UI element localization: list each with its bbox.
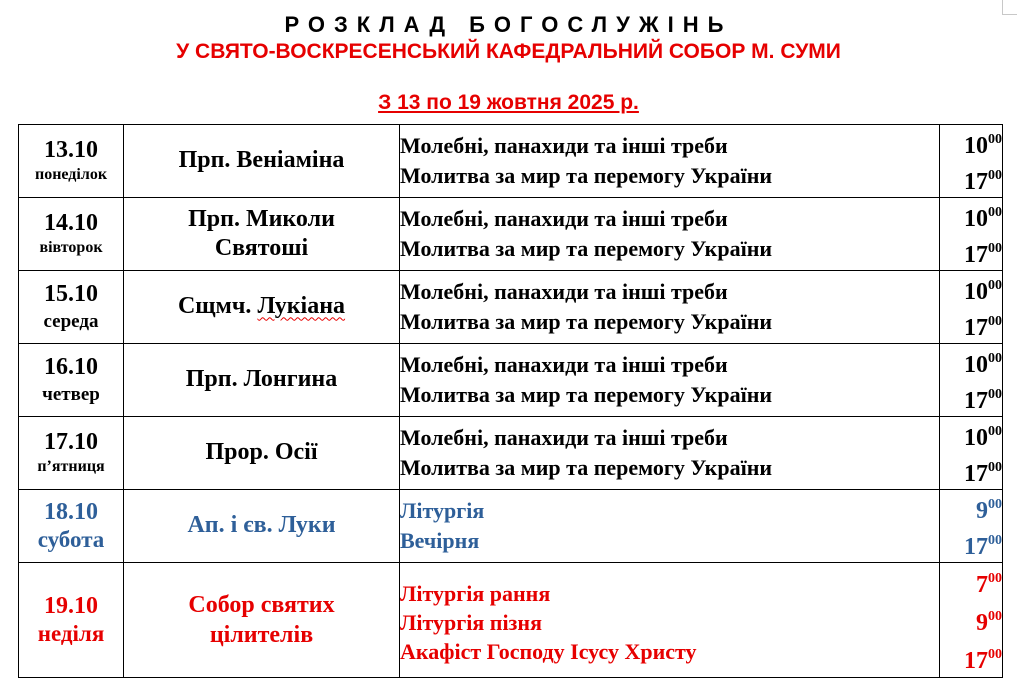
saint-cell	[124, 563, 400, 678]
services-cell	[400, 344, 940, 417]
saint-name-line: цілителів	[209, 622, 314, 648]
saint-name-word: Лукіана	[257, 293, 346, 320]
table-row	[19, 271, 1003, 344]
date-number: 15.10	[44, 281, 98, 308]
date-cell	[19, 563, 124, 678]
date-number: 18.10	[44, 499, 98, 526]
service-time: $9^{00}$	[976, 497, 1002, 524]
services-cell	[400, 198, 940, 271]
service-item: Молебні, панахиди та інші треби	[400, 352, 728, 377]
services-cell	[400, 563, 940, 678]
service-item: Молебні, панахиди та інші треби	[400, 206, 728, 231]
service-item: Молитва за мир та перемогу України	[400, 382, 773, 407]
service-item: Літургія пізня	[400, 609, 542, 635]
schedule-table	[18, 124, 1003, 678]
service-time: $9^{00}$	[976, 609, 1002, 636]
service-time: $10^{00}$	[964, 424, 1002, 451]
service-time: $10^{00}$	[964, 278, 1002, 305]
service-item: Молитва за мир та перемогу України	[400, 455, 773, 480]
saint-name-line: Собор святих	[188, 592, 335, 618]
weekday-label: понеділок	[34, 166, 108, 184]
service-item: Молитва за мир та перемогу України	[400, 236, 773, 261]
service-time: $10^{00}$	[964, 132, 1002, 159]
services-cell	[400, 271, 940, 344]
weekday-label: п’ятниця	[37, 458, 105, 476]
date-number: 14.10	[44, 210, 98, 236]
times-cell	[940, 125, 1003, 198]
times-cell	[940, 417, 1003, 490]
table-row	[19, 125, 1003, 198]
schedule-title: РОЗКЛАД БОГОСЛУЖІНЬ	[284, 12, 733, 37]
table-row	[19, 490, 1003, 563]
times-cell	[940, 563, 1003, 678]
weekday-label: субота	[37, 526, 105, 552]
service-item: Молебні, панахиди та інші треби	[400, 425, 728, 450]
service-item: Молебні, панахиди та інші треби	[400, 279, 728, 304]
saint-cell	[124, 198, 400, 271]
date-cell	[19, 490, 124, 563]
services-cell	[400, 125, 940, 198]
service-item: Молебні, панахиди та інші треби	[400, 133, 728, 158]
date-cell	[19, 125, 124, 198]
saint-cell	[124, 490, 400, 563]
weekday-label: четвер	[42, 383, 100, 405]
service-item: Літургія рання	[400, 580, 551, 606]
times-cell	[940, 198, 1003, 271]
saint-name: Ап. і єв. Луки	[187, 512, 336, 539]
weekday-label: вівторок	[39, 239, 103, 257]
service-item: Акафіст Господу Ісусу Христу	[400, 638, 697, 664]
service-time: $17^{00}$	[964, 387, 1002, 414]
service-item: Молитва за мир та перемогу України	[400, 163, 773, 188]
times-cell	[940, 271, 1003, 344]
table-row	[19, 198, 1003, 271]
date-cell	[19, 198, 124, 271]
date-cell	[19, 417, 124, 490]
date-number: 17.10	[44, 429, 98, 455]
saint-name: Прп. Веніаміна	[178, 147, 345, 174]
date-number: 13.10	[44, 137, 98, 163]
date-cell	[19, 344, 124, 417]
saint-cell	[124, 271, 400, 344]
weekday-label: неділя	[37, 620, 105, 646]
service-time: $17^{00}$	[964, 241, 1002, 268]
date-number: 16.10	[44, 354, 98, 381]
services-cell	[400, 490, 940, 563]
service-time: $10^{00}$	[964, 351, 1002, 378]
table-row	[19, 344, 1003, 417]
date-cell	[19, 271, 124, 344]
service-time: $17^{00}$	[964, 314, 1002, 341]
weekday-label: середа	[43, 310, 99, 332]
cathedral-subtitle: У СВЯТО-ВОСКРЕСЕНСЬКИЙ КАФЕДРАЛЬНИЙ СОБОР М. СУМИ	[176, 40, 841, 63]
times-cell	[940, 344, 1003, 417]
service-item: Вечірня	[400, 528, 480, 553]
date-number: 19.10	[44, 593, 98, 620]
services-cell	[400, 417, 940, 490]
service-time: $17^{00}$	[964, 168, 1002, 195]
saint-cell	[124, 417, 400, 490]
service-time: $17^{00}$	[964, 533, 1002, 560]
service-item: Молитва за мир та перемогу України	[400, 309, 773, 334]
saint-name-line: Святоші	[214, 235, 309, 261]
saint-name: Прор. Осії	[205, 439, 318, 466]
saint-cell	[124, 344, 400, 417]
date-range: З 13 по 19 жовтня 2025 р.	[378, 91, 639, 114]
service-time: $17^{00}$	[964, 647, 1002, 674]
times-cell	[940, 490, 1003, 563]
table-row	[19, 563, 1003, 678]
service-time: $17^{00}$	[964, 460, 1002, 487]
service-time: $7^{00}$	[976, 571, 1002, 598]
table-row	[19, 417, 1003, 490]
service-item: Літургія	[400, 498, 485, 523]
saint-cell	[124, 125, 400, 198]
saint-name-line: Прп. Миколи	[188, 206, 335, 233]
service-time: $10^{00}$	[964, 205, 1002, 232]
saint-name: Прп. Лонгина	[185, 366, 338, 393]
saint-name-prefix: Сщмч.	[177, 293, 258, 320]
